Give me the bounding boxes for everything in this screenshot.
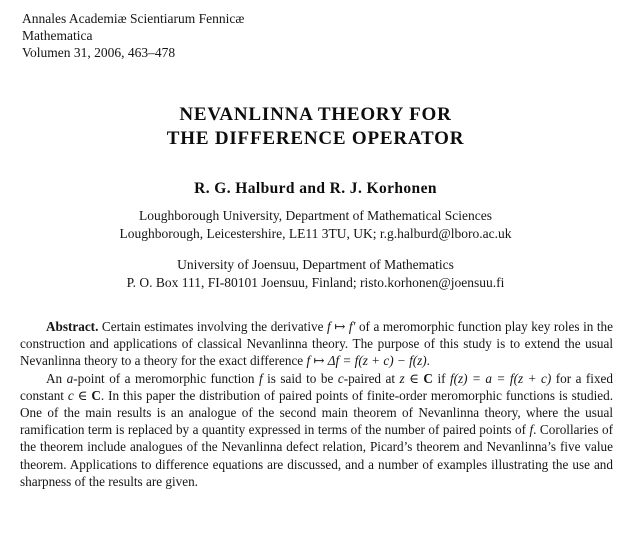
affiliation-2: [0, 256, 631, 292]
affiliation-1: [0, 207, 631, 243]
journal-series: Mathematica: [22, 28, 93, 43]
journal-header: [22, 10, 244, 61]
paper-title-line-2: THE DIFFERENCE OPERATOR: [166, 128, 465, 149]
journal-volume-info: Volumen 31, 2006, 463–478: [22, 45, 176, 60]
authors: R. G. Halburd and R. J. Korhonen: [194, 180, 437, 197]
abstract-label: Abstract.: [46, 319, 99, 334]
abstract-paragraph-1: [20, 318, 613, 370]
affiliation-1-address-email: Loughborough, Leicestershire, LE11 3TU, UK; r.g.halburd@lboro.ac.uk: [119, 226, 512, 241]
abstract-section: [20, 318, 613, 490]
abstract-paragraph-2-text: An a-point of a meromorphic function f is said to be c-paired at z ∈ C if f(z) = a = f(z + c) for a fixed constant c ∈ C. In this paper the distribution of paired points of finite-order meromorphic functions is studied. One of the main results is an analogue of the second main theorem of Nevanlinna theory, where the usual ramification term is replaced by a quantity expressed in terms of the number of paired points of f. Corollaries of the theorem include analogues of the Nevanlinna defect relation, Picard’s theorem and Nevanlinna’s five value theorem. Applications to difference equations are discussed, and a number of examples illustrating the use and sharpness of the results are given.: [20, 370, 614, 489]
journal-name: Annales Academiæ Scientiarum Fennicæ: [22, 11, 245, 26]
abstract-paragraph-1-text: Certain estimates involving the derivative f ↦ f′ of a meromorphic function play key roles in the construction and applications of classical Nevanlinna theory. The purpose of this study is to extend the usual Nevanlinna theory to a theory for the exact difference f ↦ Δf = f(z + c) − f(z).: [20, 319, 614, 369]
affiliation-2-institution: University of Joensuu, Department of Mathematics: [177, 257, 454, 272]
abstract-paragraph-2: [20, 370, 613, 490]
affiliation-1-institution: Loughborough University, Department of Mathematical Sciences: [138, 208, 493, 223]
paper-title-line-1: NEVANLINNA THEORY FOR: [179, 104, 452, 125]
affiliation-2-address-email: P. O. Box 111, FI-80101 Joensuu, Finland; risto.korhonen@joensuu.fi: [126, 275, 505, 290]
paper-title: [0, 103, 631, 151]
